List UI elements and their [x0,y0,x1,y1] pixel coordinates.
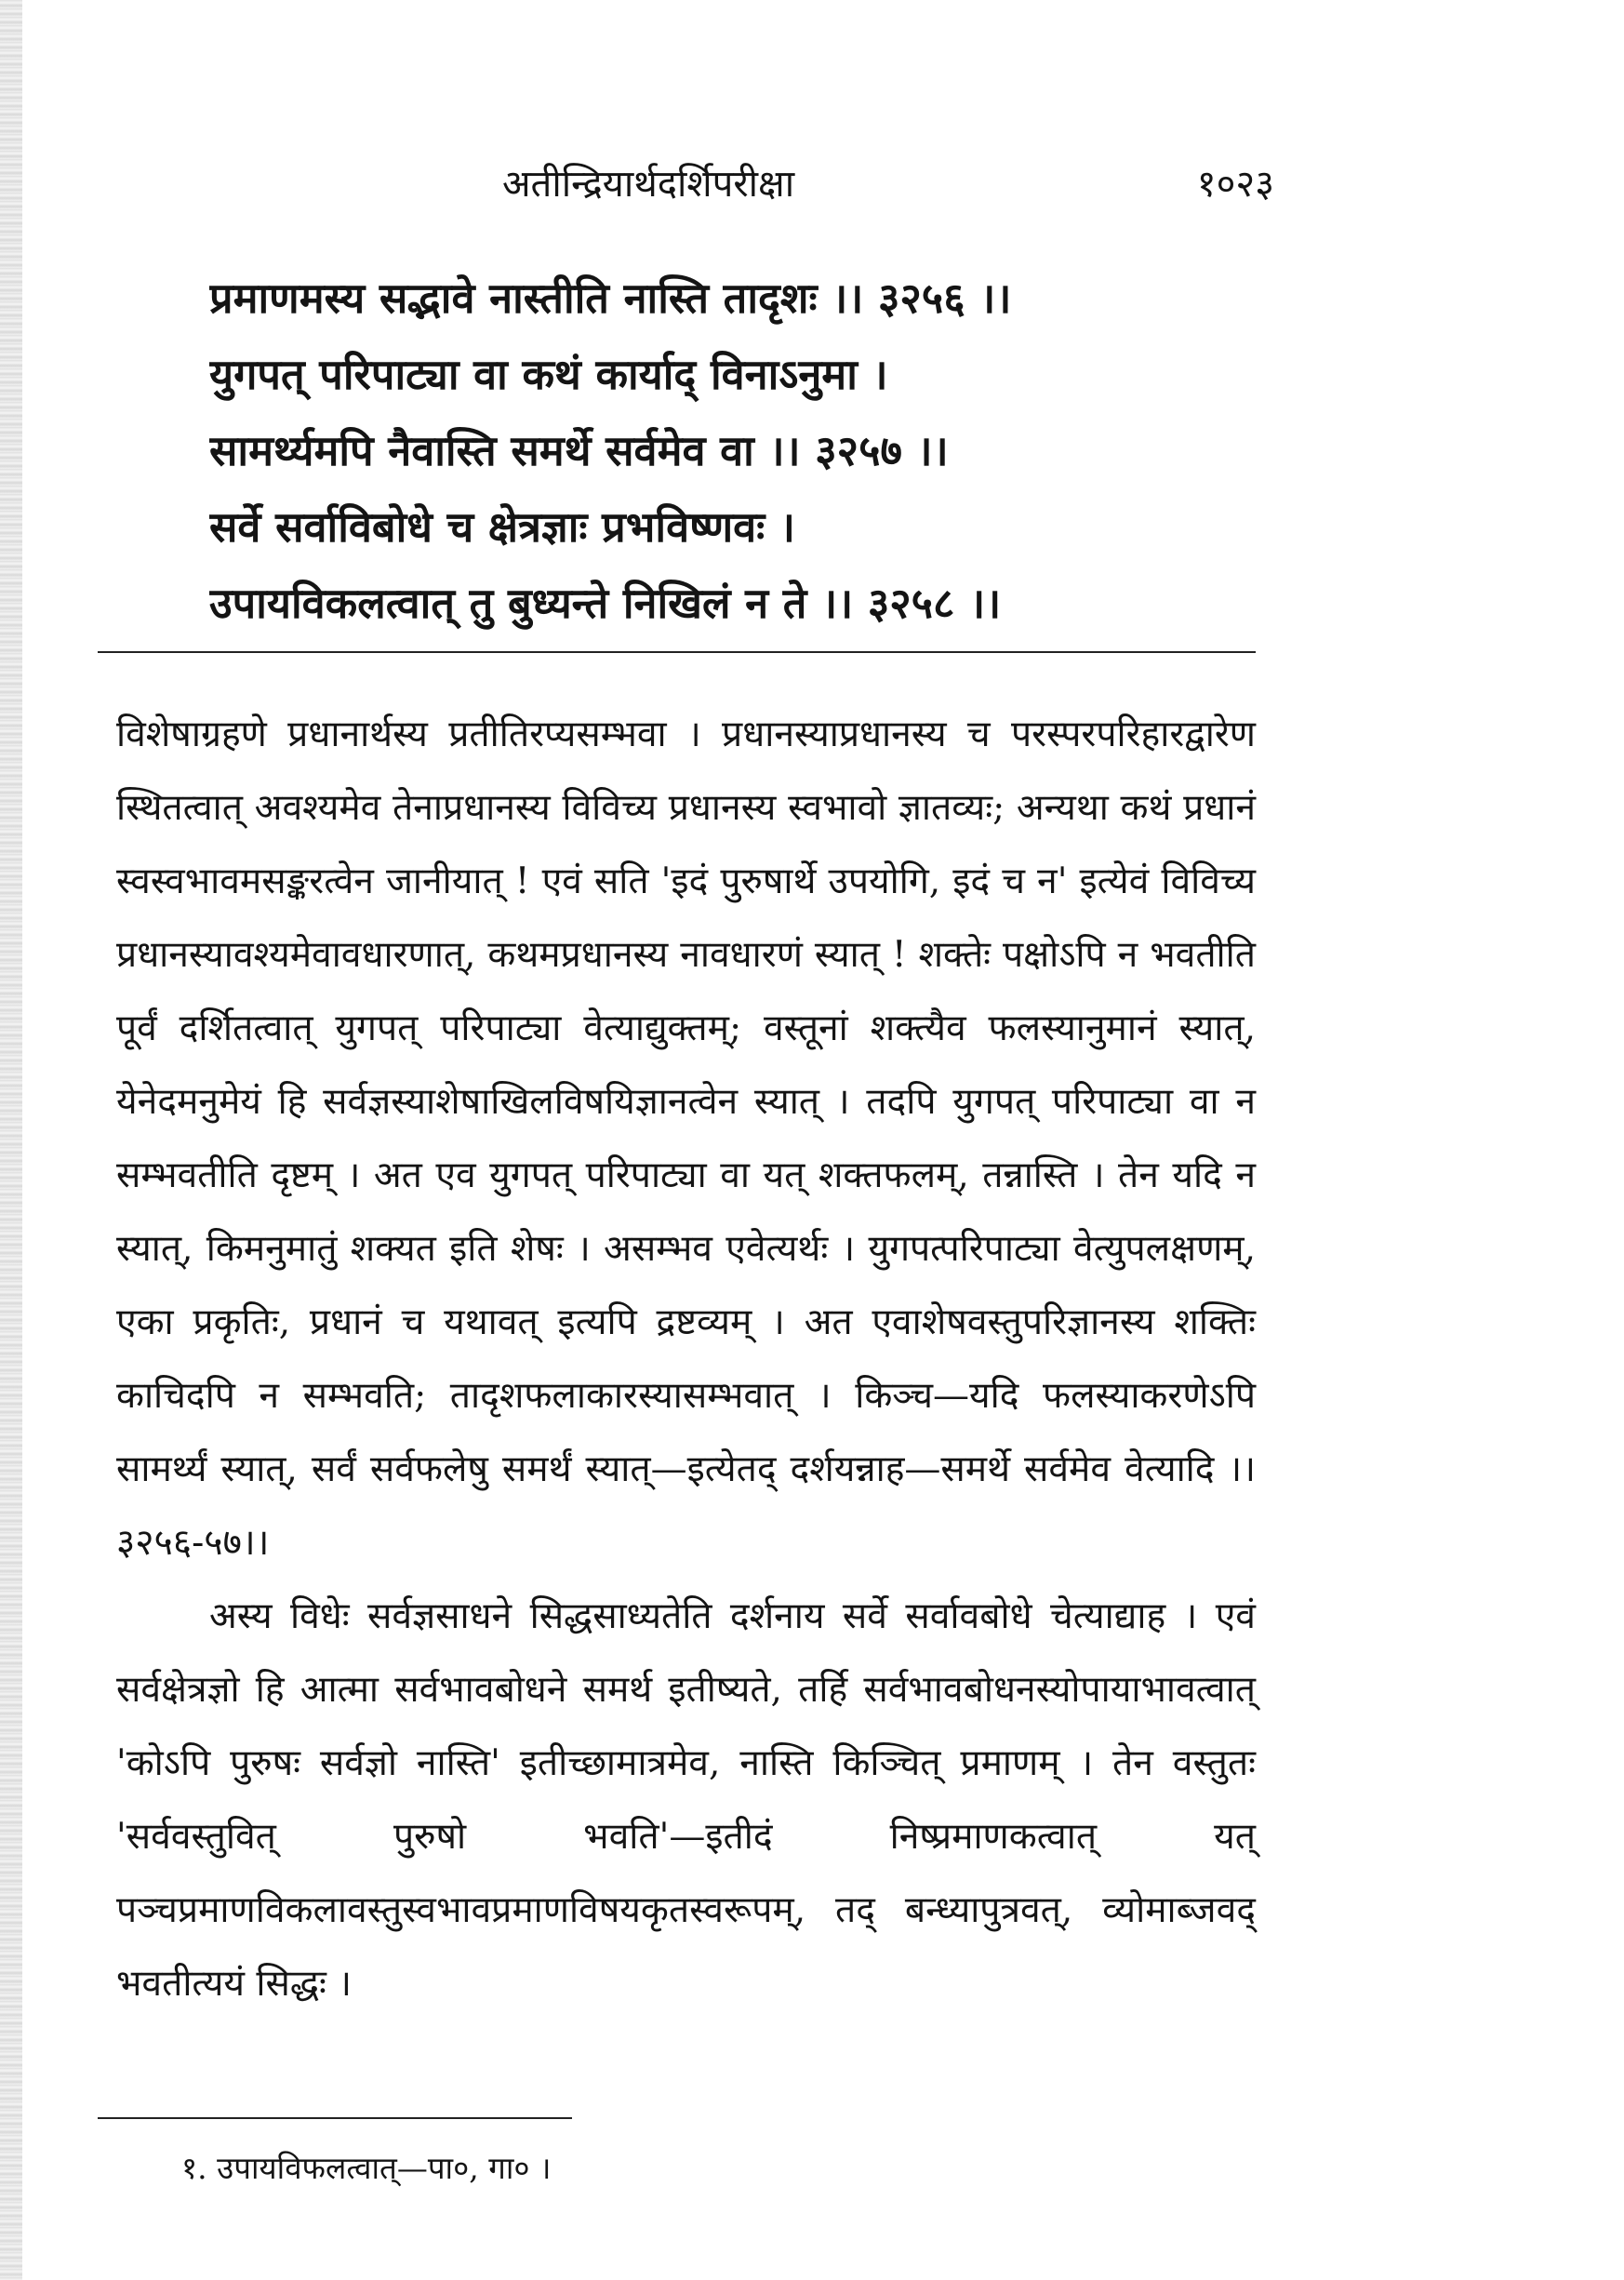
verse-line: सर्वे सर्वाविबोधे च क्षेत्रज्ञाः प्रभविष्णवः । [209,502,795,552]
running-header [502,156,1274,212]
commentary-block [116,698,1256,2020]
header-title: अतीन्द्रियार्थदर्शिपरीक्षा [502,163,795,206]
verse-block [209,260,1251,642]
commentary-paragraph: विशेषाग्रहणे प्रधानार्थस्य प्रतीतिरप्यसम्भवा । प्रधानस्याप्रधानस्य च परस्परपरिहारद्वारेण स्थितत्वात् अवश्यमेव तेनाप्रधानस्य विविच्य प्रधानस्य स्वभावो ज्ञातव्यः; अन्यथा कथं प्रधानं स्वस्वभावमसङ्करत्वेन जानीयात् ! एवं सति 'इदं पुरुषार्थे उपयोगि, इदं च न' इत्येवं विविच्य प्रधानस्यावश्यमेवावधारणात्, कथमप्रधानस्य नावधारणं स्यात् ! शक्तेः पक्षोऽपि न भवतीति पूर्वं दर्शितत्वात् युगपत् परिपाट्या वेत्याद्युक्तम्; वस्तूनां शक्त्यैव फलस्यानुमानं स्यात्, येनेदमनुमेयं हि सर्वज्ञस्याशेषाखिलविषयिज्ञानत्वेन स्यात् । तदपि युगपत् परिपाट्या वा न सम्भवतीति दृष्टम् । अत एव युगपत् परिपाट्या वा यत् शक्तफलम्, तन्नास्ति । तेन यदि न स्यात्, किमनुमातुं शक्यत इति शेषः । असम्भव एवेत्यर्थः । युगपत्परिपाट्या वेत्युपलक्षणम्, एका प्रकृतिः, प्रधानं च यथावत् इत्यपि द्रष्टव्यम् । अत एवाशेषवस्तुपरिज्ञानस्य शक्तिः काचिदपि न सम्भवति; तादृशफलाकारस्यासम्भवात् । किञ्च—यदि फलस्याकरणेऽपि सामर्थ्यं स्यात्, सर्वं सर्वफलेषु समर्थं स्यात्—इत्येतद् दर्शयन्नाह—समर्थे सर्वमेव वेत्यादि ।।३२५६-५७।। [116,713,1256,1564]
page-number: १०२३ [1196,163,1274,206]
verse-divider-rule [98,651,1256,653]
verse-line: युगपत् परिपाट्या वा कथं कार्याद् विनाऽनुमा । [209,350,888,399]
footnote-divider-rule [98,2117,572,2119]
footnote: १. उपायविफलत्वात्—पा०, गा० । [181,2150,552,2186]
verse-line: प्रमाणमस्य सद्भावे नास्तीति नास्ति तादृशः ।। ३२५६ ।। [209,273,1012,323]
verse-line: उपायविकलत्वात् तु बुध्यन्ते निखिलं न ते ।। ३२५८ ।। [209,579,1002,628]
commentary-paragraph: अस्य विधेः सर्वज्ञसाधने सिद्धसाध्यतेति दर्शनाय सर्वे सर्वावबोधे चेत्याद्याह । एवं सर्वक्षेत्रज्ञो हि आत्मा सर्वभावबोधने समर्थ इतीष्यते, तर्हि सर्वभावबोधनस्योपायाभावत्वात् 'कोऽपि पुरुषः सर्वज्ञो नास्ति' इतीच्छामात्रमेव, नास्ति किञ्चित् प्रमाणम् । तेन वस्तुतः 'सर्ववस्तुवित् पुरुषो भवति'—इतीदं निष्प्रमाणकत्वात् यत् पञ्चप्रमाणविकलावस्तुस्वभावप्रमाणविषयकृतस्वरूपम्, तद् बन्ध्यापुत्रवत्, व्योमाब्जवद् भवतीत्ययं सिद्धः । [116,1595,1256,2005]
verse-line: सामर्थ्यमपि नैवास्ति समर्थे सर्वमेव वा ।। ३२५७ ।। [209,426,949,475]
page-binding-edge [0,0,22,2280]
